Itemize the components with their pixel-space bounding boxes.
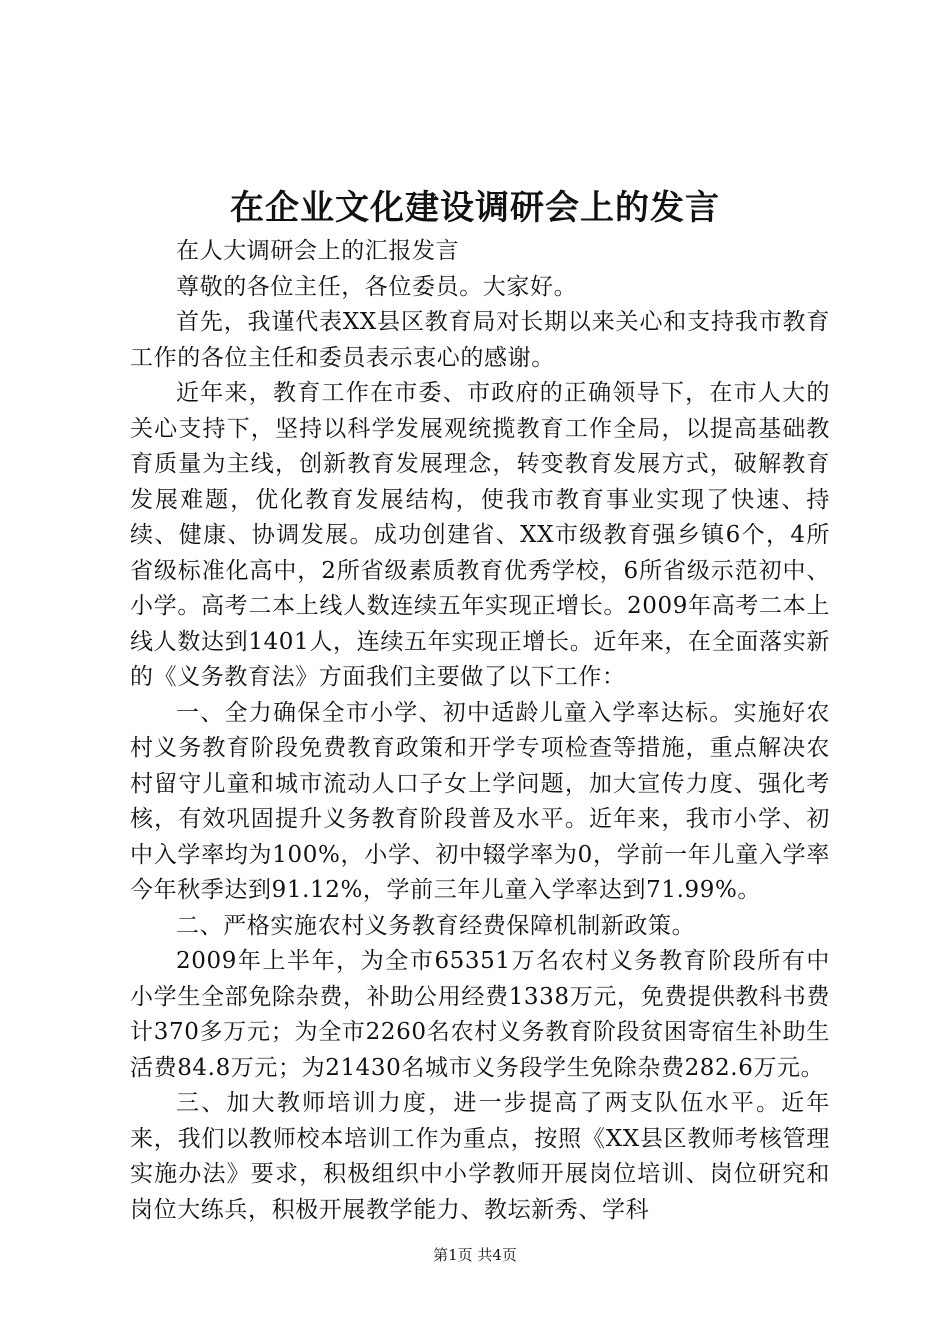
paragraph-section-2-body: 2009年上半年，为全市65351万名农村义务教育阶段所有中小学生全部免除杂费，补助公用经费1338万元，免费提供教科书费计370多万元；为全市2260名农村义务教育阶段贫困寄宿生补助生活费84.8万元；为21430名城市义务段学生免除杂费282.6万元。	[130, 948, 830, 1081]
document-title: 在企业文化建设调研会上的发言	[230, 188, 720, 228]
paragraph-subtitle: 在人大调研会上的汇报发言	[176, 238, 460, 264]
paragraph-greeting: 尊敬的各位主任，各位委员。大家好。	[176, 273, 578, 300]
paragraph-overview: 近年来，教育工作在市委、市政府的正确领导下，在市人大的关心支持下，坚持以科学发展观统揽教育工作全局，以提高基础教育质量为主线，创新教育发展理念，转变教育发展方式，破解教育发展难题，优化教育发展结构，使我市教育事业实现了快速、持续、健康、协调发展。成功创建省、XX市级教育强乡镇6个，4所省级标准化高中，2所省级素质教育优秀学校，6所省级示范初中、小学。高考二本上线人数连续五年实现正增长。2009年高考二本上线人数达到1401人，连续五年实现正增长。近年来，在全面落实新的《义务教育法》方面我们主要做了以下工作：	[130, 380, 830, 690]
paragraph-section-3: 三、加大教师培训力度，进一步提高了两支队伍水平。近年来，我们以教师校本培训工作为重点，按照《XX县区教师考核管理实施办法》要求，积极组织中小学教师开展岗位培训、岗位研究和岗位大练兵，积极开展教学能力、教坛新秀、学科	[130, 1090, 830, 1223]
document-body	[130, 234, 830, 1228]
paragraph-section-2-heading: 二、严格实施农村义务教育经费保障机制新政策。	[176, 912, 696, 939]
page-number-footer: 第1页 共4页	[433, 1246, 517, 1264]
paragraph-section-1: 一、全力确保全市小学、初中适龄儿童入学率达标。实施好农村义务教育阶段免费教育政策和开学专项检查等措施，重点解决农村留守儿童和城市流动人口子女上学问题，加大宣传力度、强化考核，有效巩固提升义务教育阶段普及水平。近年来，我市小学、初中入学率均为100%，小学、初中辍学率为0，学前一年儿童入学率今年秋季达到91.12%，学前三年儿童入学率达到71.99%。	[130, 699, 830, 903]
paragraph-thanks: 首先，我谨代表XX县区教育局对长期以来关心和支持我市教育工作的各位主任和委员表示衷心的感谢。	[130, 309, 830, 371]
